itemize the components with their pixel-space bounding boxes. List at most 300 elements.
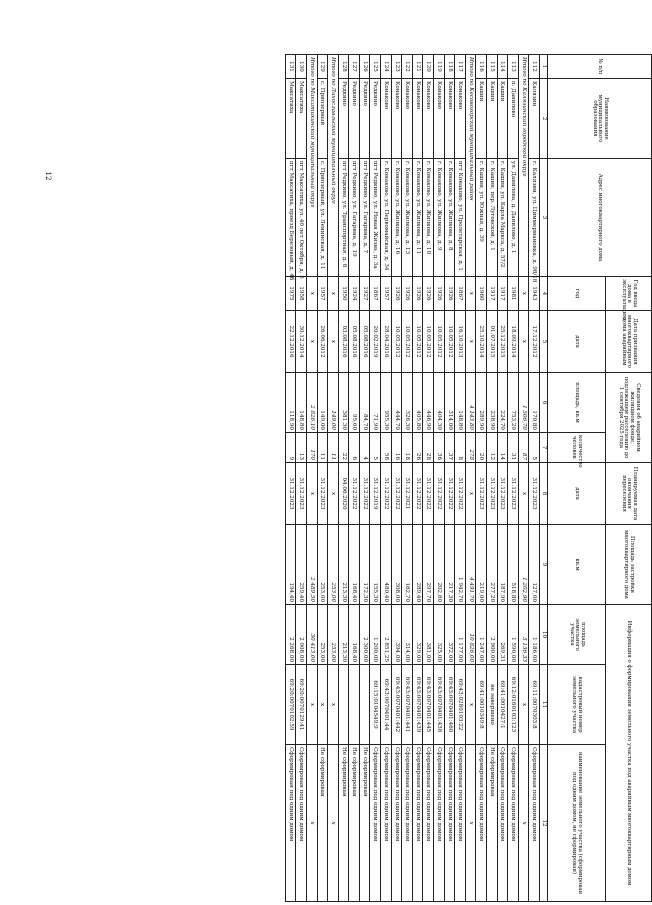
group-total-row <box>328 55 339 902</box>
group-total-row <box>306 55 317 902</box>
column-number: 11 <box>540 665 548 745</box>
table-cell: 518,80 <box>508 525 519 605</box>
table-cell: Сформирован под одним домом <box>296 745 307 902</box>
table-cell: 25.10.2014 <box>476 311 487 373</box>
table-cell: 16.10.2013 <box>455 311 466 373</box>
table-row <box>285 55 296 902</box>
table-cell: 1957 <box>381 277 392 311</box>
table-row <box>370 55 381 902</box>
table-cell: 05.08.2016 <box>349 311 360 373</box>
table-cell: 405,80 <box>412 373 423 433</box>
table-cell: 69:43:0070401:44 <box>381 665 392 745</box>
table-cell: 2 851,25 <box>381 605 392 665</box>
table-cell: г. Конаково, ул. Первомайская, д. 34 <box>381 159 392 277</box>
group-cell: 4 491,70 <box>465 525 476 605</box>
table-cell: г. Кашин, пер. Луговской, д. 1 <box>487 159 498 277</box>
table-cell: 37 <box>444 433 455 463</box>
table-cell: 18.09.2014 <box>508 311 519 373</box>
table-cell: 224,70 <box>497 373 508 433</box>
table-cell: Редкино <box>338 79 349 159</box>
column-number: 5 <box>540 311 548 373</box>
column-number: 4 <box>540 277 548 311</box>
table-cell: 314,00 <box>402 605 413 665</box>
table-cell: г. Конаково, ул. Жилкова, д. 13 <box>402 159 413 277</box>
table-cell: 26 <box>412 433 423 463</box>
column-number: 3 <box>540 159 548 277</box>
table-row <box>444 55 455 902</box>
table-cell: 31.12.2022 <box>444 463 455 525</box>
table-cell: 69:43:0280103:22 <box>455 665 466 745</box>
table-cell: Сформирован под одним домом <box>285 745 296 902</box>
table-cell: 753,20 <box>508 373 519 433</box>
table-cell: 69:12:0160103:123 <box>508 665 519 745</box>
table-cell: 69:20:0070102:59 <box>285 665 296 745</box>
table-cell: 404,30 <box>434 373 445 433</box>
table-cell: ул. Данилова, д. Данилово, д. 1 <box>508 159 519 277</box>
table-cell: Сформирован под одним домом <box>508 745 519 902</box>
table-cell: 168,40 <box>349 605 360 665</box>
table-cell: 1 942,70 <box>455 525 466 605</box>
group-cell: x <box>328 311 339 373</box>
table-cell: 372,00 <box>444 605 455 665</box>
table-cell: 58 <box>381 433 392 463</box>
table-cell: 131 <box>285 55 296 79</box>
table-row <box>402 55 413 902</box>
table-cell: 69:43:0070401:439 <box>412 665 423 745</box>
table-row <box>455 55 466 902</box>
table-row <box>296 55 307 902</box>
table-cell: 128 <box>338 55 349 79</box>
table-cell: 20.02.2019 <box>370 311 381 373</box>
table-cell: г. Конаково, ул. Жилкова, д. 8 <box>444 159 455 277</box>
table-container <box>52 54 652 901</box>
group-cell: 87 <box>518 433 529 463</box>
table-cell: Не сформирован <box>317 745 328 902</box>
table-cell: 31.12.2022 <box>381 463 392 525</box>
table-cell: пгт Редкино, ул. Транспортная, д. 8 <box>338 159 349 277</box>
group-cell: x <box>306 745 317 902</box>
group-cell: x <box>328 277 339 311</box>
table-cell: 112 <box>529 55 540 79</box>
table-cell: Сформирован под одним домом <box>529 745 540 902</box>
table-cell: Редкино <box>349 79 360 159</box>
header-num: № п/п <box>548 55 652 79</box>
table-cell: 03.08.2016 <box>338 311 349 373</box>
header-plan-group: Планируемая дата окончания переселения <box>606 463 652 525</box>
table-cell: 16 <box>391 433 402 463</box>
table-cell: 213,30 <box>338 605 349 665</box>
page-number: 12 <box>44 171 52 181</box>
table-cell: 31.12.2021 <box>402 463 413 525</box>
table-cell: 28 <box>423 433 434 463</box>
table-cell: 31.12.2023 <box>476 463 487 525</box>
table-cell: 26.06.2012 <box>317 311 328 373</box>
table-cell: 289,90 <box>476 373 487 433</box>
header-people: количество человек <box>548 433 606 463</box>
group-cell: x <box>518 277 529 311</box>
header-area-building: Площадь застройки многоквартирного дома <box>606 525 652 605</box>
table-cell: г. Кашин, ул. Южная, д. 39 <box>476 159 487 277</box>
table-cell: 12 <box>487 433 498 463</box>
header-plan-date: дата <box>548 463 606 525</box>
group-cell: 149,00 <box>328 373 339 433</box>
table-cell: 31.12.2023 <box>285 463 296 525</box>
table-cell: 277,20 <box>487 525 498 605</box>
table-row <box>423 55 434 902</box>
table-cell: Сформирован под одним домом <box>444 745 455 902</box>
table-cell: 297,70 <box>423 525 434 605</box>
header-cadastral: кадастровый номер земельного участка <box>548 665 606 745</box>
table-cell: 187,90 <box>497 525 508 605</box>
table-cell: 31.12.2023 <box>508 463 519 525</box>
table-cell: Максатиха <box>296 79 307 159</box>
column-number: 7 <box>540 433 548 463</box>
table-cell: 129 <box>317 55 328 79</box>
header-housing-group: Сведения об аварийном жилищном фонде, подлежащем расселению до 1 сентября 2025 года <box>606 373 652 463</box>
table-cell: 31.12.2022 <box>391 463 402 525</box>
table-cell: 325,00 <box>434 605 445 665</box>
table-cell: 10.05.2012 <box>412 311 423 373</box>
table-cell: 18 <box>402 433 413 463</box>
table-cell: 1926 <box>402 277 413 311</box>
table-cell: 329,00 <box>412 605 423 665</box>
table-row <box>412 55 423 902</box>
header-municipality: Наименование муниципального образования <box>548 79 652 159</box>
table-cell: 1957 <box>317 277 328 311</box>
table-cell: 194,40 <box>285 525 296 605</box>
table-cell: пгт Конаково, ул. Пролетарская, д. 1 <box>455 159 466 277</box>
group-label: Итого по Лихославльский муниципальный округ <box>328 55 339 277</box>
table-cell: Конаково <box>412 79 423 159</box>
group-cell: x <box>306 311 317 373</box>
table-cell: 259,40 <box>296 525 307 605</box>
group-cell: x <box>465 311 476 373</box>
table-cell: 1926 <box>423 277 434 311</box>
table-cell: 01.07.2015 <box>487 311 498 373</box>
table-cell: 31.12.2022 <box>359 463 370 525</box>
column-number: 9 <box>540 525 548 605</box>
table-cell: г. Конаково, ул. Жилкова, д. 10 <box>423 159 434 277</box>
group-cell: 30 413,00 <box>306 605 317 665</box>
header-sqm: кв.м <box>548 525 606 605</box>
table-cell: г. Конаково, ул. Жилкова, д. 11 <box>412 159 423 277</box>
table-row <box>359 55 370 902</box>
table-cell: 170,80 <box>529 373 540 433</box>
table-row <box>497 55 508 902</box>
table-cell: 127 <box>349 55 360 79</box>
table-cell: 1975 <box>285 277 296 311</box>
group-cell: 4 143,80 <box>465 373 476 433</box>
table-cell: 219,00 <box>476 525 487 605</box>
table-cell: 2 268,00 <box>285 605 296 665</box>
table-cell: 155,30 <box>370 525 381 605</box>
table-cell: 1 186,00 <box>529 605 540 665</box>
table-cell: 444,70 <box>391 373 402 433</box>
table-cell: Не сформирован <box>349 745 360 902</box>
table-cell: 6 <box>349 433 360 463</box>
table-cell: Конаково <box>455 79 466 159</box>
column-number-row <box>540 55 548 902</box>
table-row <box>508 55 519 902</box>
table-cell: 122 <box>402 55 413 79</box>
table-cell: 11 <box>317 433 328 463</box>
table-cell: 69:20:0070129:41 <box>296 665 307 745</box>
column-number: 8 <box>540 463 548 525</box>
table-header <box>548 55 652 902</box>
table-cell: 1926 <box>444 277 455 311</box>
table-cell: Сформирован под одним домом <box>476 745 487 902</box>
table-cell: пгт Максатиха, проезд Березовый, д. 4б <box>285 159 296 277</box>
table-cell: Кашин <box>476 79 487 159</box>
table-cell: 28.04.2016 <box>381 311 392 373</box>
group-cell: x <box>465 463 476 525</box>
group-cell: x <box>518 311 529 373</box>
table-cell: x <box>317 665 328 745</box>
table-cell: 17.12.2012 <box>529 311 540 373</box>
table-cell: 31.12.2023 <box>487 463 498 525</box>
table-cell: 130 <box>296 55 307 79</box>
table-cell: с. Приозерный <box>317 79 328 159</box>
table-cell: 31.12.2023 <box>497 463 508 525</box>
table-cell: с. Приозерный, ул. Ленинская, д. 11 <box>317 159 328 277</box>
table-cell: 69:43:0070401:438 <box>434 665 445 745</box>
header-land-area: площадь земельного участка <box>548 605 606 665</box>
table-cell: 5 <box>529 433 540 463</box>
table-cell: Не сформирован <box>338 745 349 902</box>
table-cell: 1867 <box>370 277 381 311</box>
table-cell: 1950 <box>338 277 349 311</box>
table-cell: 04.06.2020 <box>338 463 349 525</box>
table-cell: Сформирован под одним домом <box>370 745 381 902</box>
table-cell: 127,00 <box>529 525 540 605</box>
table-cell: 1960 <box>476 277 487 311</box>
table-cell: 1 590,00 <box>508 605 519 665</box>
group-cell: 2 826,10 <box>306 373 317 433</box>
table-cell: Редкино <box>359 79 370 159</box>
group-cell: 253,00 <box>328 525 339 605</box>
column-number: 12 <box>540 745 548 902</box>
table-cell: 115 <box>487 55 498 79</box>
table-cell: не завершено <box>487 665 498 745</box>
table-cell: 114 <box>497 55 508 79</box>
table-cell: 31.12.2022 <box>349 463 360 525</box>
group-cell: x <box>518 745 529 902</box>
table-cell: 125 <box>370 55 381 79</box>
table-row <box>349 55 360 902</box>
header-address: Адрес многоквартирного дома <box>548 159 652 277</box>
table-cell: Сформирован под одним домом <box>412 745 423 902</box>
table-row <box>487 55 498 902</box>
group-cell: x <box>465 277 476 311</box>
table-cell <box>338 665 349 745</box>
table-cell: 22 <box>338 433 349 463</box>
table-cell: 1927 <box>359 277 370 311</box>
group-cell: 5 136,33 <box>518 605 529 665</box>
table-cell: 446,90 <box>423 373 434 433</box>
table-cell: Максатиха <box>285 79 296 159</box>
table-cell: 168,40 <box>349 525 360 605</box>
table-cell: 31.12.2022 <box>434 463 445 525</box>
table-cell: г. Конаково, ул. Жилкова, д. 16 <box>391 159 402 277</box>
table-cell: 381,00 <box>423 605 434 665</box>
table-cell: 20 <box>476 433 487 463</box>
header-status: наименование земельного участка (сформирован под одним домом, не сформирован) <box>548 745 606 902</box>
header-year: год <box>548 277 606 311</box>
table-cell: 394,00 <box>391 605 402 665</box>
table-cell: Кашин <box>497 79 508 159</box>
table-cell: 1 177,00 <box>455 605 466 665</box>
table-cell: Кашин <box>487 79 498 159</box>
table-cell: п. Данилово <box>508 79 519 159</box>
group-label: Итого по Кесовогорский муниципальный район <box>465 55 476 277</box>
table-cell: Сформирован под одним домом <box>381 745 392 902</box>
table-cell: 4 <box>359 433 370 463</box>
group-cell: 10 826,00 <box>465 605 476 665</box>
table-body <box>285 55 547 902</box>
table-cell: 289,40 <box>412 525 423 605</box>
header-land-group: Информация о формировании земельного участка под аварийным многоквартирным домом <box>606 605 652 902</box>
table-cell: 1924 <box>349 277 360 311</box>
table-cell: 1 247,00 <box>476 605 487 665</box>
table-cell: 31.12.2019 <box>370 463 381 525</box>
table-row <box>317 55 328 902</box>
table-cell: 955,30 <box>381 373 392 433</box>
table-cell <box>349 665 360 745</box>
table-row <box>476 55 487 902</box>
header-area: площадь, кв.м <box>548 373 606 433</box>
table-cell: 84,70 <box>359 373 370 433</box>
table-cell: 253,00 <box>317 605 328 665</box>
table-cell: 31.12.2022 <box>423 463 434 525</box>
table-cell: 326,30 <box>402 373 413 433</box>
table-cell: 118 <box>444 55 455 79</box>
table-cell: пгт Редкино, ул. Гагарина, д. 19 <box>349 159 360 277</box>
table-cell: 5 <box>370 433 381 463</box>
table-cell: Конаково <box>434 79 445 159</box>
table-cell: 22.12.2016 <box>285 311 296 373</box>
table-cell: Сформирован под одним домом <box>497 745 508 902</box>
table-cell: 31.12.2023 <box>317 463 328 525</box>
table-cell: 1943 <box>529 277 540 311</box>
table-cell: 117 <box>455 55 466 79</box>
table-row <box>529 55 540 902</box>
table-cell: Конаково <box>381 79 392 159</box>
table-cell: 126 <box>359 55 370 79</box>
header-emergency-group: Дата признания многоквартирного дома аварийным <box>606 311 652 373</box>
table-cell: 31.12.2022 <box>412 463 423 525</box>
table-cell: 31.12.2023 <box>529 463 540 525</box>
table-cell: 25.12.2015 <box>497 311 508 373</box>
table-row <box>434 55 445 902</box>
table-cell: 148,80 <box>296 373 307 433</box>
table-cell: 172,30 <box>359 525 370 605</box>
table-cell: 149,00 <box>317 373 328 433</box>
table-cell: 1917 <box>497 277 508 311</box>
table-cell: Сформирован под одним домом <box>423 745 434 902</box>
table-cell: 69:41:0010349:8 <box>476 665 487 745</box>
table-cell: 9 <box>285 433 296 463</box>
table-cell: 480,40 <box>381 525 392 605</box>
table-cell: г. Калязин, ул. Циммермановка, д. 98/18 <box>529 159 540 277</box>
table-cell: 1867 <box>455 277 466 311</box>
table-cell: Не сформирован <box>487 745 498 902</box>
group-cell: 1 202,90 <box>518 525 529 605</box>
group-total-row <box>518 55 529 902</box>
group-cell: x <box>306 277 317 311</box>
table-cell: 05.08.2016 <box>359 311 370 373</box>
table-cell: 31 <box>508 433 519 463</box>
table-cell: 1 200,00 <box>370 605 381 665</box>
table-cell: 314,00 <box>444 373 455 433</box>
table-cell: 1917 <box>487 277 498 311</box>
table-cell: Сформирован под одним домом <box>455 745 466 902</box>
table-cell: Сформирован под одним домом <box>402 745 413 902</box>
group-cell: 1 506,70 <box>518 373 529 433</box>
group-cell: x <box>306 665 317 745</box>
table-cell: 1926 <box>391 277 402 311</box>
table-cell: 124 <box>381 55 392 79</box>
table-cell: 10.05.2012 <box>402 311 413 373</box>
table-cell: 2 900,00 <box>487 605 498 665</box>
table-cell: Сформирован под одним домом <box>434 745 445 902</box>
table-cell: 10.05.2012 <box>391 311 402 373</box>
table-cell: 10.05.2012 <box>434 311 445 373</box>
table-cell: 1981 <box>508 277 519 311</box>
group-cell: x <box>465 745 476 902</box>
group-total-row <box>465 55 476 902</box>
table-cell: 1926 <box>412 277 423 311</box>
table-cell: 123 <box>391 55 402 79</box>
table-cell: 69:43:0070401:445 <box>423 665 434 745</box>
table-cell: 13 <box>296 433 307 463</box>
table-cell: 162,70 <box>402 525 413 605</box>
table-cell: Не сформирован <box>359 745 370 902</box>
table-cell: 71,90 <box>370 373 381 433</box>
table-cell: пгт Максатиха, ул. 40 лет Октября, д. 5 <box>296 159 307 277</box>
column-number: 2 <box>540 79 548 159</box>
table-cell: 1958 <box>296 277 307 311</box>
rotated-page <box>52 54 652 901</box>
table-cell: 31.12.2022 <box>455 463 466 525</box>
table-row <box>391 55 402 902</box>
table-cell: 30.12.2014 <box>296 311 307 373</box>
group-cell: x <box>518 665 529 745</box>
table-cell: 8 <box>455 433 466 463</box>
table-cell: Сформирован под одним домом <box>391 745 402 902</box>
table-cell: 308,00 <box>391 525 402 605</box>
table-cell: Редкино <box>370 79 381 159</box>
group-cell: x <box>518 463 529 525</box>
table-cell: 36 <box>434 433 445 463</box>
group-cell: 170 <box>306 433 317 463</box>
table-cell: г. Конаково, ул. Жилкова, д. 9 <box>434 159 445 277</box>
table-cell: Конаково <box>423 79 434 159</box>
table-cell: пгт Редкино, ул. Гагарина, д. 7 <box>359 159 370 277</box>
table-cell: 10.05.2012 <box>423 311 434 373</box>
table-cell: 69:41:0010427:1 <box>497 665 508 745</box>
table-cell: 69:11:0070303:8 <box>529 665 540 745</box>
table-cell: Конаково <box>402 79 413 159</box>
table-cell: Калязин <box>529 79 540 159</box>
group-cell: 2 489,50 <box>306 525 317 605</box>
group-cell: 253,00 <box>328 605 339 665</box>
table-cell: 113 <box>508 55 519 79</box>
table-row <box>338 55 349 902</box>
table-cell: 217,30 <box>444 525 455 605</box>
table-cell: 253,00 <box>317 525 328 605</box>
table-cell: 69:43:0070401:460 <box>444 665 455 745</box>
group-label: Итого по Калязинский городской округ <box>518 55 529 277</box>
